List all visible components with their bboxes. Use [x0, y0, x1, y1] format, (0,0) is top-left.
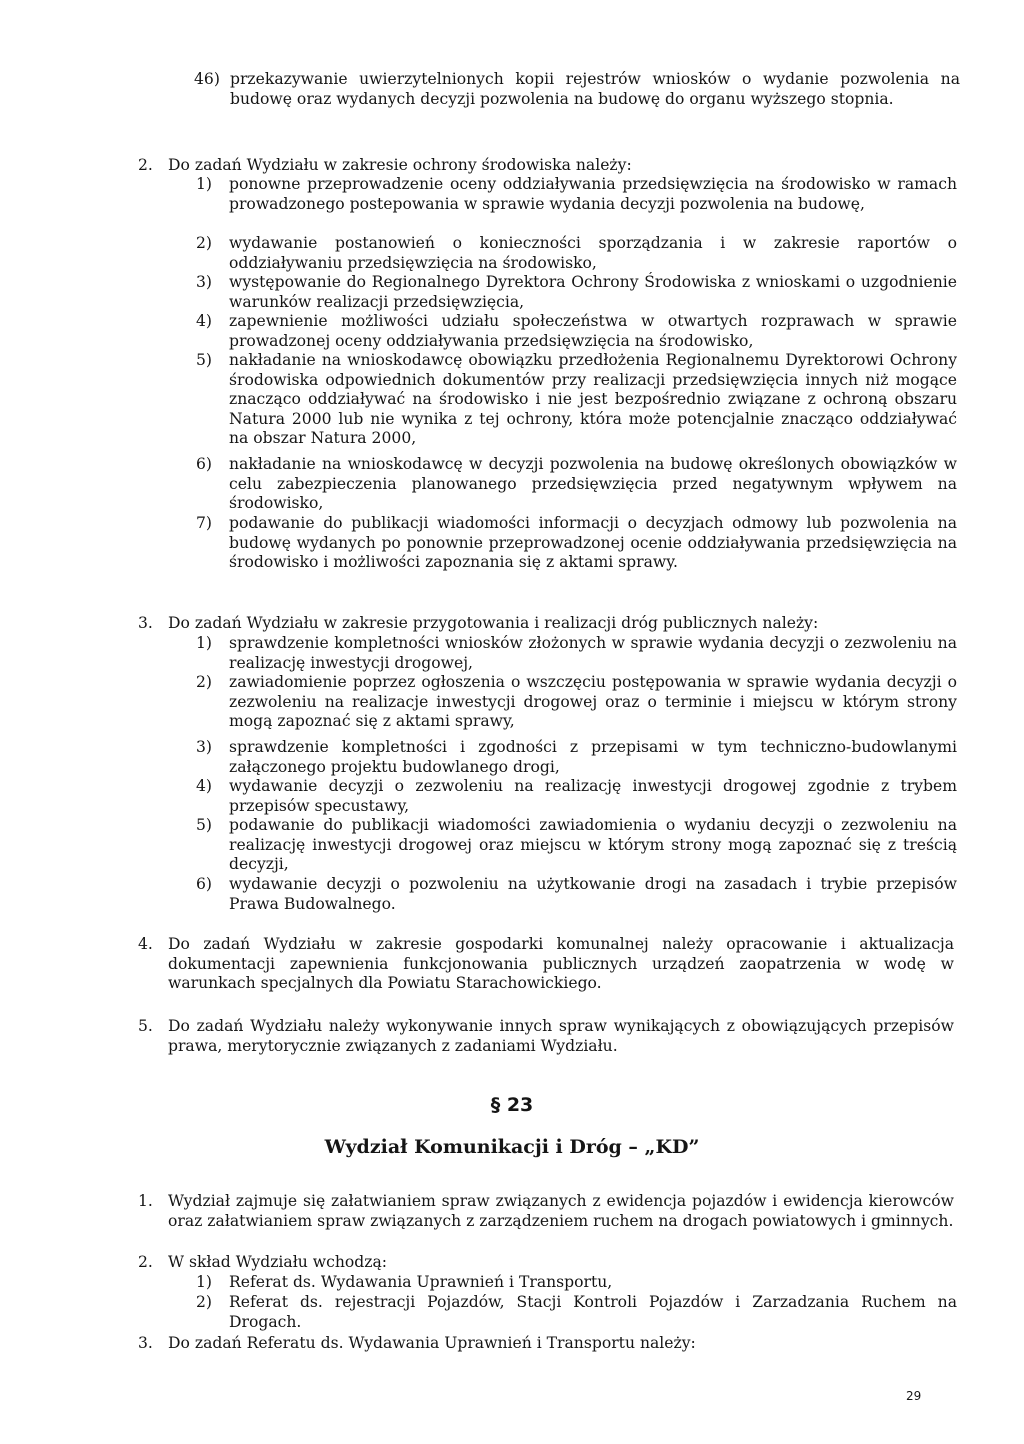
list-item [196, 777, 957, 816]
item-number: 5) [196, 351, 213, 369]
section-intro-text: Do zadań Wydziału w zakresie ochrony środowiska należy: [168, 156, 632, 174]
section-number: 5. [138, 1017, 153, 1035]
item-text: zapewnienie możliwości udziału społeczeństwa w otwartych rozprawach w sprawie prowadzonej oceny oddziaływania przedsięwzięcia na środowisko, [229, 312, 957, 350]
item-number: 2) [196, 1293, 213, 1311]
section-text: Do zadań Wydziału należy wykonywanie innych spraw wynikających z obowiązujących przepisów prawa, merytorycznie związanych z zadaniami Wydziału. [168, 1017, 954, 1055]
item-number: 2) [196, 673, 213, 691]
item-text: sprawdzenie kompletności wniosków złożonych w sprawie wydania decyzji o zezwoleniu na realizację inwestycji drogowej, [229, 634, 957, 672]
item-text: podawanie do publikacji wiadomości zawiadomienia o wydaniu decyzji o zezwoleniu na realizację inwestycji drogowej oraz miejscu w którym strony mogą zapoznać się z treścią decyzji, [229, 816, 957, 873]
section-2-intro [138, 156, 954, 176]
section-number: 3. [138, 614, 153, 632]
item-number: 5) [196, 816, 213, 834]
section-text: Do zadań Wydziału w zakresie gospodarki komunalnej należy opracowanie i aktualizacja dokumentacji zapewnienia funkcjonowania publicznych urządzeń zaopatrzenia w wodę w warunkach specjalnych dla Powiatu Starachowickiego. [168, 935, 954, 992]
department-title: Wydział Komunikacji i Dróg – „KD” [324, 1136, 700, 1158]
item-text: występowanie do Regionalnego Dyrektora Ochrony Środowiska z wnioskami o uzgodnienie warunków realizacji przedsięwzięcia, [229, 273, 957, 311]
item-number: 3) [196, 738, 213, 756]
item-number: 46) [194, 70, 220, 88]
section-number: 4. [138, 935, 153, 953]
item-number: 4) [196, 777, 213, 795]
item-number: 2) [196, 234, 213, 252]
list-item [196, 312, 957, 351]
list-item [196, 673, 957, 732]
item-number: 4) [196, 312, 213, 330]
list-item [196, 514, 957, 573]
item-text: wydawanie postanowień o konieczności sporządzania i w zakresie raportów o oddziaływaniu przedsięwzięcia na środowisko, [229, 234, 957, 272]
list-item [196, 455, 957, 514]
item-text: podawanie do publikacji wiadomości informacji o decyzjach odmowy lub pozwolenia na budowę wydanych po ponownie przeprowadzonej ocenie oddziaływania przedsięwzięcia na środowisko i możliwości zapoznania się z aktami sprawy. [229, 514, 957, 571]
list-item [196, 234, 957, 273]
paragraph-sign: § 23 [490, 1094, 534, 1116]
kd-point-2 [138, 1253, 954, 1273]
list-item [196, 273, 957, 312]
item-number: 1) [196, 634, 213, 652]
section-4 [138, 935, 954, 994]
item-number: 7) [196, 514, 213, 532]
page-number: 29 [906, 1389, 922, 1403]
item-number: 6) [196, 875, 213, 893]
section-3-intro [138, 614, 954, 634]
kd-point-3 [138, 1334, 954, 1354]
item-text: sprawdzenie kompletności i zgodności z przepisami w tym techniczno-budowlanymi załączonego projektu budowlanego drogi, [229, 738, 957, 776]
item-text: nakładanie na wnioskodawcę w decyzji pozwolenia na budowę określonych obowiązków w celu zabezpieczenia planowanego przedsięwzięcia przed negatywnym wpływem na środowisko, [229, 455, 957, 512]
item-text: zawiadomienie poprzez ogłoszenia o wszczęciu postępowania w sprawie wydania decyzji o zezwoleniu na realizacje inwestycji drogowej oraz o terminie i miejscu w którym strony mogą zapoznać się z aktami sprawy, [229, 673, 957, 730]
list-item [196, 1293, 957, 1332]
item-text: ponowne przeprowadzenie oceny oddziaływania przedsięwzięcia na środowisko w ramach prowadzonego postepowania w sprawie wydania decyzji pozwolenia na budowę, [229, 175, 957, 213]
section-5 [138, 1017, 954, 1056]
point-number: 2. [138, 1253, 153, 1271]
section-number: 2. [138, 156, 153, 174]
point-number: 1. [138, 1192, 153, 1210]
point-text: Do zadań Referatu ds. Wydawania Uprawnień i Transportu należy: [168, 1334, 696, 1352]
item-text: Referat ds. Wydawania Uprawnień i Transportu, [229, 1273, 613, 1291]
item-text: wydawanie decyzji o zezwoleniu na realizację inwestycji drogowej zgodnie z trybem przepisów specustawy, [229, 777, 957, 815]
list-item [196, 875, 957, 914]
list-item [196, 1273, 957, 1293]
point-text: Wydział zajmuje się załatwianiem spraw związanych z ewidencja pojazdów i ewidencja kierowców oraz załatwianiem spraw związanych z zarządzeniem ruchem na drogach powiatowych i gminnych. [168, 1192, 954, 1230]
item-text: Referat ds. rejestracji Pojazdów, Stacji Kontroli Pojazdów i Zarzadzania Ruchem na Drogach. [229, 1293, 957, 1331]
item-number: 1) [196, 1273, 213, 1291]
list-item [196, 816, 957, 875]
list-item [196, 738, 957, 777]
kd-point-1 [138, 1192, 954, 1231]
item-number: 6) [196, 455, 213, 473]
item-number: 1) [196, 175, 213, 193]
list-item-46 [194, 70, 960, 109]
list-item [196, 175, 957, 214]
list-item [196, 634, 957, 673]
item-text: przekazywanie uwierzytelnionych kopii rejestrów wniosków o wydanie pozwolenia na budowę oraz wydanych decyzji pozwolenia na budowę do organu wyższego stopnia. [230, 70, 960, 108]
point-number: 3. [138, 1334, 153, 1352]
item-number: 3) [196, 273, 213, 291]
point-text: W skład Wydziału wchodzą: [168, 1253, 388, 1271]
item-text: wydawanie decyzji o pozwoleniu na użytkowanie drogi na zasadach i trybie przepisów Prawa Budowalnego. [229, 875, 957, 913]
list-item [196, 351, 957, 449]
item-text: nakładanie na wnioskodawcę obowiązku przedłożenia Regionalnemu Dyrektorowi Ochrony środowiska odpowiednich dokumentów przy realizacji przedsięwzięcia innych niż mogące znacząco oddziaływać na środowisko i nie jest bezpośrednio związane z ochroną obszaru Natura 2000 lub nie wynika z tej ochrony, która może potencjalnie znacząco oddziaływać na obszar Natura 2000, [229, 351, 957, 447]
section-intro-text: Do zadań Wydziału w zakresie przygotowania i realizacji dróg publicznych należy: [168, 614, 819, 632]
